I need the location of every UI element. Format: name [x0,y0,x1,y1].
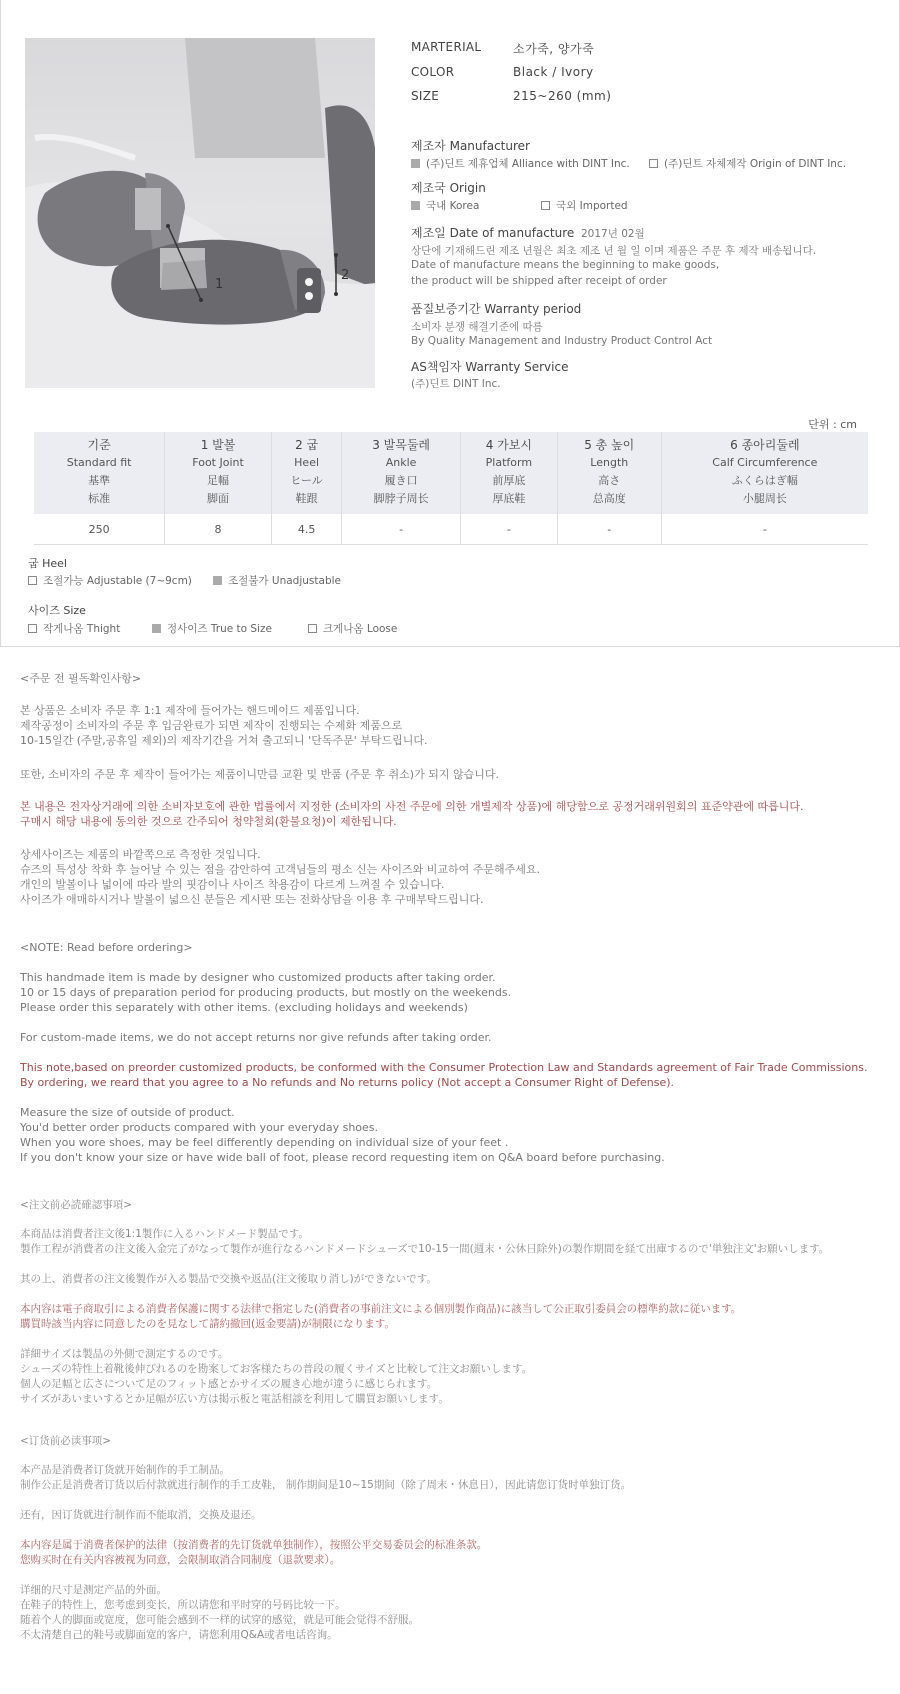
spec-value: 소가죽, 양가죽 [513,42,595,56]
notice-line: 제작공정이 소비자의 주문 후 입금완료가 되면 제작이 진행되는 수제화 제품으로 [20,719,403,732]
option-label: 국외 Imported [556,200,628,212]
header-zh: 标准 [88,492,111,505]
size-table-header [34,432,868,514]
notice-line: 还有，因订货就进行制作而不能取消，交换及退还。 [20,1509,262,1521]
notice-line: 您购买时在有关内容被视为同意，会限制取消合同制度（退款要求）。 [20,1554,341,1566]
notice-zh-legal [20,1538,487,1568]
size-table [34,432,868,545]
heel-option-unadjustable [213,573,341,588]
header-ja: 足幅 [207,474,230,487]
manufacturer-option-origin [649,156,846,171]
notice-line: 사이즈가 애매하시거나 발볼이 넓으신 분들은 게시판 또는 전화상담을 이용 후 구매부탁드립니다. [20,893,484,906]
notice-line: サイズがあいまいするとか足幅が広い方は掲示板と電話相談を利用して購買お願いします。 [20,1393,449,1405]
header-en: Foot Joint [192,456,244,469]
checkbox-empty [28,624,37,633]
notice-line: 상세사이즈는 제품의 바깥쪽으로 측정한 것입니다. [20,848,261,861]
notice-line: 개인의 발볼이나 넓이에 따라 발의 핏감이나 사이즈 착용감이 다르게 느껴질 수 있습니다. [20,878,445,891]
checkbox-empty [541,201,550,210]
header-en: Standard fit [66,456,132,469]
option-label: 작게나옴 Thight [43,623,121,635]
table-cell: - [342,514,461,545]
option-label: (주)딘트 제휴업체 Alliance with DINT Inc. [426,158,630,170]
col-heel [271,432,341,514]
table-cell: 4.5 [271,514,341,545]
col-ankle [342,432,461,514]
table-cell: 250 [34,514,165,545]
table-cell: - [460,514,557,545]
header-en: Platform [485,456,533,469]
header-ko: 2 굽 [295,438,319,452]
notice-ko-paragraph-2 [20,767,499,782]
notice-ja-legal [20,1302,741,1332]
notice-line: 製作工程が消費者の注文後入金完了がなって製作が進行なるハンドメードシューズで10-15一間(週末・公休日除外)の製作期間を経て出庫するので'単独注文'お願いします。 [20,1243,830,1255]
notice-line: 個人の足幅と広さについて足のフィット感とかサイズの履き心地が違うに感じられます。 [20,1378,438,1390]
header-ja: 前厚底 [492,474,526,487]
notice-line: 本内容は電子商取引による消費者保護に関する法律で指定した(消費者の事前注文による個別製作商品)に該当して公正取引委員会の標準約款に従います。 [20,1303,742,1315]
size-option-true [152,621,272,636]
notice-line: Please order this separately with other items. (excluding holidays and weekends) [20,1001,468,1014]
notice-line: 制作公正是消费者订货以后付款就进行制作的手工皮鞋， 制作期间是10~15期间（除了周末・休息日），因此请您订货时单独订货。 [20,1479,632,1491]
notice-ko-title: <주문 전 필독확인사항> [20,672,142,685]
header-ja: ヒール [290,474,323,487]
notice-line: You'd better order products compared with your everyday shoes. [20,1121,379,1134]
header-en: Length [590,456,629,469]
notice-line: 購買時該当内容に同意したのを見なして請約撤回(返金要請)が制限になります。 [20,1318,395,1330]
as-value: (주)딘트 DINT Inc. [411,378,501,390]
notice-en-legal [20,1060,867,1090]
heel-title: 굽 Heel [28,557,67,570]
checkbox-empty [649,159,658,168]
manufacturer-option-alliance [411,156,630,171]
option-label: 조절가능 Adjustable (7~9cm) [43,575,192,587]
spec-value: 215~260 (mm) [513,89,612,103]
option-label: (주)딘트 자체제작 Origin of DINT Inc. [664,158,847,170]
header-en: Heel [294,456,320,469]
notice-line: 본 내용은 전자상거래에 의한 소비자보호에 관한 법률에서 지정한 (소비자의 사전 주문에 의한 개별제작 상품)에 해당함으로 공정거래위원회의 표준약관에 따릅니다. [20,800,804,813]
notice-line: 또한, 소비자의 주문 후 제작이 들어가는 제품이니만큼 교환 및 반품 (주문 후 취소)가 되지 않습니다. [20,768,499,781]
notice-line: 슈즈의 특성상 착화 후 늘어날 수 있는 점을 감안하여 고객님들의 평소 신는 사이즈와 비교하여 주문해주세요. [20,863,540,876]
option-label: 크게나옴 Loose [323,623,398,635]
header-ja: 基準 [88,474,111,487]
header-ko: 6 종아리둘레 [730,438,800,452]
notice-line: Measure the size of outside of product. [20,1106,235,1119]
notice-line: 本商品は消費者注文後1:1製作に入るハンドメード製品です。 [20,1228,309,1240]
notice-line: 其の上、消費者の注文後製作が入る製品で交換や返品(注文後取り消し)ができないです。 [20,1273,437,1285]
notice-line: 10 or 15 days of preparation period for producing products, but mostly on the weekends. [20,986,512,999]
checkbox-checked [213,576,222,585]
col-standard [34,432,165,514]
notice-line: 詳細サイズは製品の外側で測定するのです。 [20,1348,229,1360]
warranty-line: 소비자 분쟁 해결기준에 따름 [411,321,543,333]
header-zh: 总高度 [592,492,626,505]
col-calf [661,432,868,514]
notice-en-paragraph-4 [20,1105,665,1165]
notice-line: シューズの特性上着靴後伸びれるのを勘案してお客様たちの普段の履くサイズと比較して注文お願いします。 [20,1363,533,1375]
notice-en-paragraph-2 [20,1030,492,1045]
notice-line: If you don't know your size or have wide ball of foot, please record requesting item on Q&A board before purchasing. [20,1151,665,1164]
table-cell: - [557,514,661,545]
size-fit-title: 사이즈 Size [28,604,86,617]
checkbox-empty [308,624,317,633]
origin-option-imported [541,198,628,213]
notice-line: 10-15일간 (주말,공휴일 제외)의 제작기간을 거쳐 출고되니 '단독주문' 부탁드립니다. [20,734,428,747]
notice-line: When you wore shoes, may be feel differently depending on individual size of your feet . [20,1136,509,1149]
notice-zh-paragraph-4 [20,1583,419,1643]
header-en: Calf Circumference [712,456,818,469]
spec-label: SIZE [411,89,440,103]
checkbox-checked [152,624,161,633]
notice-ko-paragraph-1 [20,703,427,748]
manufacture-date-note-en: Date of manufacture means the beginning to make goods, [411,259,720,271]
notice-line: 不太清楚自己的鞋号或脚面宽的客户，请您利用Q&A或者电话咨询。 [20,1629,338,1641]
notice-en-paragraph-1 [20,970,511,1015]
notice-line: 本产品是消费者订货就开始制作的手工制品。 [20,1464,230,1476]
header-en: Ankle [385,456,417,469]
spec-label: MARTERIAL [411,40,482,54]
checkbox-checked [411,201,420,210]
measure-marker-2: 2 [341,268,350,283]
notice-line: By ordering, we reard that you agree to a No refunds and No returns policy (Not accept a Consumer Right of Defense). [20,1076,674,1089]
origin-option-korea [411,198,479,213]
spec-label: COLOR [411,65,455,79]
notice-line: 详细的尺寸是测定产品的外面。 [20,1584,167,1596]
manufacturer-title: 제조자 Manufacturer [411,139,530,153]
header-ja: 高さ [598,474,621,487]
header-ko: 3 발목둘레 [372,438,431,452]
unit-label: 단위 : cm [808,418,857,431]
table-cell: - [661,514,868,545]
measure-marker-1: 1 [215,277,224,292]
size-option-tight [28,621,120,636]
header-zh: 厚底鞋 [492,492,526,505]
col-platform [460,432,557,514]
notice-line: 本内容是属于消费者保护的法律（按消费者的先订货就单独制作），按照公平交易委员会的标准条款。 [20,1539,488,1551]
manufacture-date-value: 2017년 02월 [581,228,645,240]
notice-zh-title: <订货前必读事项> [20,1435,112,1447]
as-title: AS책임자 Warranty Service [411,360,569,374]
notice-line: 随着个人的脚面或宽度，您可能会感到不一样的试穿的感觉，就是可能会觉得不舒服。 [20,1614,419,1626]
notice-line: For custom-made items, we do not accept returns nor give refunds after taking order. [20,1031,492,1044]
checkbox-empty [28,576,37,585]
notice-line: 본 상품은 소비자 주문 후 1:1 제작에 들어가는 핸드메이드 제품입니다. [20,704,360,717]
notice-ja-paragraph-1 [20,1227,829,1257]
manufacture-date-title: 제조일 Date of manufacture [411,226,575,240]
notice-zh-paragraph-1 [20,1463,631,1493]
warranty-line-en: By Quality Management and Industry Product Control Act [411,335,713,347]
table-cell: 8 [165,514,272,545]
checkbox-checked [411,159,420,168]
table-row [34,514,868,545]
header-zh: 鞋跟 [295,492,318,505]
heel-option-adjustable [28,573,192,588]
col-length [557,432,661,514]
notice-line: This note,based on preorder customized products, be conformed with the Consumer Protection Law and Standards agreement of Fair Trade Commissions. [20,1061,868,1074]
product-photo [25,38,375,388]
option-label: 국내 Korea [426,200,480,212]
notice-en-title: <NOTE: Read before ordering> [20,941,193,954]
header-ja: ふくらはぎ幅 [731,474,798,487]
notice-line: This handmade item is made by designer who customized products after taking order. [20,971,496,984]
manufacture-date-note: 상단에 기재해드린 제조 년월은 최초 제조 년 월 일 이며 제품은 주문 후 제작 배송됩니다. [411,245,817,257]
manufacture-date-note-en-2: the product will be shipped after receipt of order [411,275,667,287]
spec-value: Black / Ivory [513,65,594,79]
size-option-loose [308,621,397,636]
notice-ja-paragraph-2 [20,1272,437,1287]
option-label: 정사이즈 True to Size [167,623,272,635]
header-zh: 脚面 [207,492,230,505]
origin-title: 제조국 Origin [411,181,486,195]
header-ja: 履き口 [384,474,418,487]
header-ko: 5 총 높이 [584,438,635,452]
notice-line: 구매시 해당 내용에 동의한 것으로 간주되어 청약철회(환불요청)이 제한됩니다. [20,815,397,828]
header-zh: 小腿周长 [742,492,787,505]
notice-zh-paragraph-2 [20,1508,262,1523]
notice-ja-title: <注文前必読確認事項> [20,1199,133,1211]
notice-ko-legal [20,799,803,829]
notice-ja-paragraph-4 [20,1347,532,1407]
header-ko: 기준 [87,438,111,452]
col-foot-joint [165,432,272,514]
header-ko: 4 가보시 [485,438,532,452]
notice-line: 在鞋子的特性上，您考虑到变长，所以请您和平时穿的号码比较一下。 [20,1599,346,1611]
header-zh: 脚脖子周长 [373,492,429,505]
warranty-title: 품질보증기간 Warranty period [411,302,582,316]
header-ko: 1 발볼 [200,438,236,452]
notice-ko-paragraph-4 [20,847,540,907]
option-label: 조절불가 Unadjustable [228,575,341,587]
product-info-card [0,0,900,647]
